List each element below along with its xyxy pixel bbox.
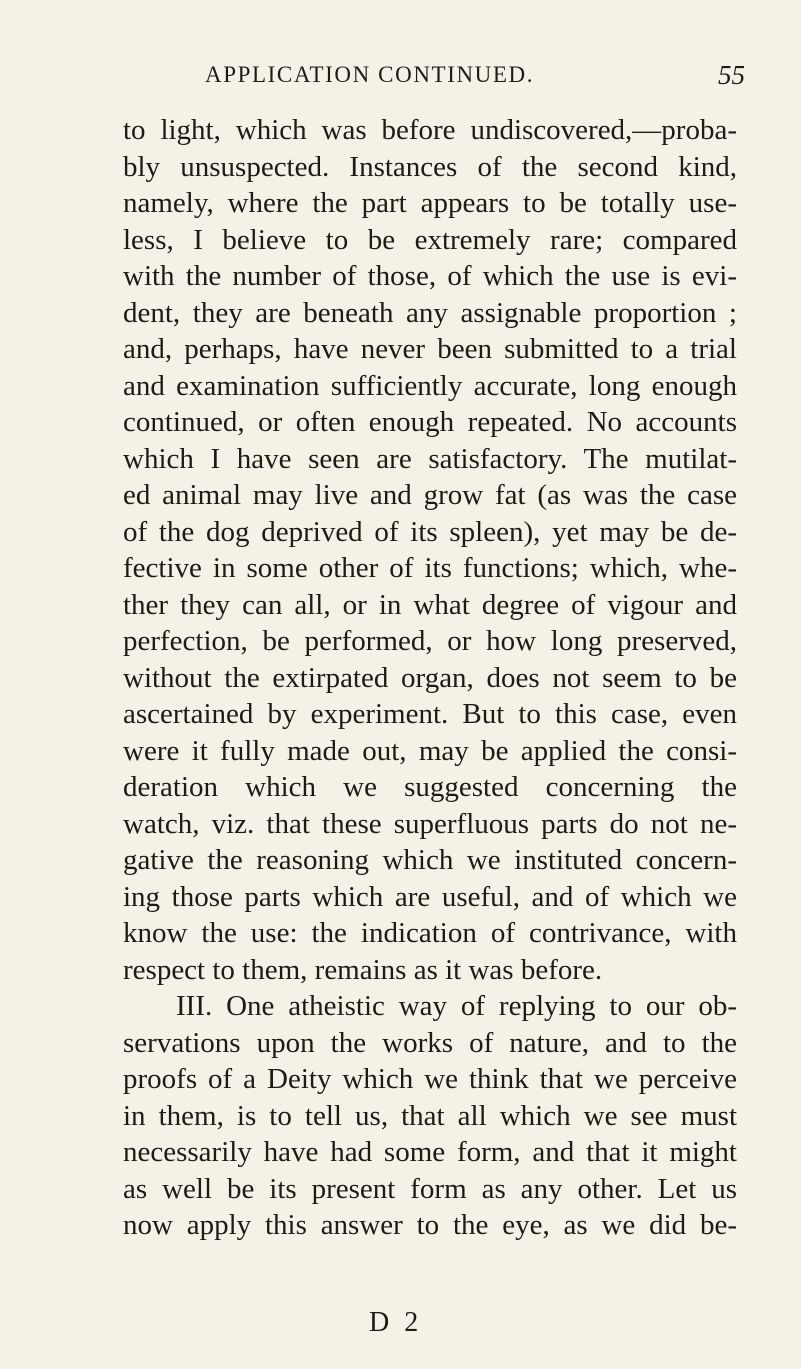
text-line: watch, viz. that these superfluous parts do not ne- [123, 807, 737, 840]
text-line: know the use: the indication of contrivance, with [123, 917, 737, 949]
text-line: gative the reasoning which we instituted concern- [123, 844, 737, 876]
text-line: III. One atheistic way of replying to our ob- [176, 990, 737, 1022]
text-line: deration which we suggested concerning the [123, 771, 737, 803]
text-line: now apply this answer to the eye, as we did be- [123, 1209, 737, 1241]
text-line: ther they can all, or in what degree of vigour and [123, 588, 737, 621]
text-line: proofs of a Deity which we think that we perceive [123, 1063, 737, 1095]
text-line: in them, is to tell us, that all which we see must [123, 1099, 737, 1132]
text-line: ascertained by experiment. But to this case, even [123, 698, 737, 730]
text-line: necessarily have had some form, and that it might [123, 1136, 737, 1168]
text-line: ing those parts which are useful, and of which we [123, 880, 737, 913]
text-line: ed animal may live and grow fat (as was the case [123, 479, 737, 511]
text-line: continued, or often enough repeated. No accounts [123, 406, 737, 438]
text-line: as well be its present form as any other. Let us [123, 1172, 737, 1205]
text-line: to light, which was before undiscovered,—proba- [123, 114, 737, 146]
text-line: with the number of those, of which the use is evi- [123, 260, 737, 292]
text-line: which I have seen are satisfactory. The mutilat- [123, 442, 737, 475]
signature-mark: D 2 [369, 1307, 423, 1338]
text-line: without the extirpated organ, does not seem to be [123, 661, 737, 694]
running-head [205, 62, 745, 92]
text-line: and, perhaps, have never been submitted to a trial [123, 333, 737, 365]
page-number: 55 [718, 60, 745, 90]
text-line: bly unsuspected. Instances of the second kind, [123, 150, 737, 183]
text-line: dent, they are beneath any assignable proportion ; [123, 296, 737, 329]
text-line: perfection, be performed, or how long preserved, [123, 625, 737, 657]
text-line: and examination sufficiently accurate, long enough [123, 369, 737, 402]
text-line: less, I believe to be extremely rare; compared [123, 223, 737, 256]
running-title: APPLICATION CONTINUED. [205, 62, 535, 87]
text-line: namely, where the part appears to be totally use- [123, 187, 737, 219]
text-line: of the dog deprived of its spleen), yet may be de- [123, 515, 737, 548]
text-line: were it fully made out, may be applied the consi- [123, 734, 737, 767]
text-line: servations upon the works of nature, and to the [123, 1026, 737, 1059]
text-line: fective in some other of its functions; which, whe- [123, 552, 737, 584]
text-line: respect to them, remains as it was before. [123, 953, 603, 986]
